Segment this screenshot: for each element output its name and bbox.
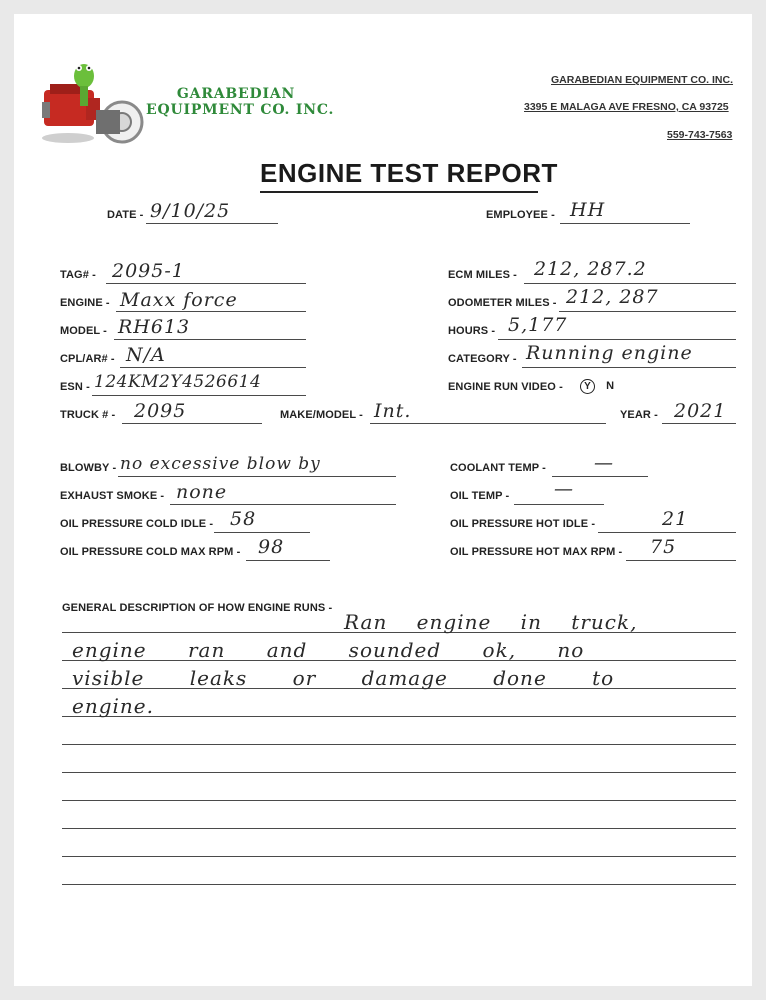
oil-pressure-hot-idle-value: 21	[662, 508, 689, 530]
description-line-7	[62, 800, 736, 801]
cpl-ar-line	[120, 367, 306, 368]
description-text-2: engine ran and sounded ok, no	[72, 638, 585, 662]
title-underline	[260, 191, 538, 193]
odometer-miles-line	[559, 311, 736, 312]
hours-value: 5,177	[508, 314, 568, 336]
engine-line	[116, 311, 306, 312]
make-model-value: Int.	[374, 400, 412, 422]
oil-temp-line	[514, 504, 604, 505]
exhaust-smoke-value: none	[176, 481, 228, 503]
hours-line	[498, 339, 736, 340]
year-label: YEAR -	[620, 409, 658, 421]
blowby-value: no excessive blow by	[120, 454, 321, 474]
blowby-line	[118, 476, 396, 477]
category-label: CATEGORY -	[448, 353, 517, 365]
video-yes-option: Y	[580, 379, 595, 394]
truck-line	[122, 423, 262, 424]
engine-label: ENGINE -	[60, 297, 110, 309]
description-text-3: visible leaks or damage done to	[72, 666, 615, 690]
oil-pressure-hot-max-rpm-value: 75	[650, 536, 677, 558]
category-line	[522, 367, 736, 368]
video-no-option: N	[606, 380, 615, 392]
ecm-miles-value: 212, 287.2	[534, 258, 647, 280]
ecm-miles-line	[524, 283, 736, 284]
description-text-4: engine.	[72, 694, 154, 718]
tag-label: TAG# -	[60, 269, 96, 281]
description-line-10	[62, 884, 736, 885]
engine-run-video-options	[580, 379, 614, 394]
oil-pressure-hot-max-rpm-line	[626, 560, 736, 561]
exhaust-smoke-line	[170, 504, 396, 505]
exhaust-smoke-label: EXHAUST SMOKE -	[60, 490, 165, 502]
description-line-4	[62, 716, 736, 717]
header-address: 3395 E MALAGA AVE FRESNO, CA 93725	[524, 101, 729, 113]
ecm-miles-label: ECM MILES -	[448, 269, 517, 281]
description-text-1: Ran engine in truck,	[344, 610, 638, 634]
oil-temp-value: —	[554, 478, 574, 500]
cpl-ar-value: N/A	[126, 344, 166, 366]
oil-pressure-cold-max-rpm-line	[246, 560, 330, 561]
odometer-miles-label: ODOMETER MILES -	[448, 297, 557, 309]
year-line	[662, 423, 736, 424]
coolant-temp-label: COOLANT TEMP -	[450, 462, 546, 474]
oil-pressure-cold-idle-label: OIL PRESSURE COLD IDLE -	[60, 518, 214, 530]
model-label: MODEL -	[60, 325, 107, 337]
esn-value: 124KM2Y4526614	[94, 372, 262, 392]
oil-pressure-cold-idle-value: 58	[230, 508, 257, 530]
blowby-label: BLOWBY -	[60, 462, 117, 474]
oil-pressure-hot-max-rpm-label: OIL PRESSURE HOT MAX RPM -	[450, 546, 623, 558]
esn-label: ESN -	[60, 381, 90, 393]
coolant-temp-value: —	[594, 452, 614, 474]
engine-value: Maxx force	[120, 289, 238, 311]
engine-run-video-label: ENGINE RUN VIDEO -	[448, 381, 563, 393]
cpl-ar-label: CPL/AR# -	[60, 353, 115, 365]
oil-pressure-hot-idle-label: OIL PRESSURE HOT IDLE -	[450, 518, 596, 530]
company-logo	[38, 56, 150, 148]
employee-value: HH	[570, 199, 606, 221]
description-line-9	[62, 856, 736, 857]
logo-name-line2: EQUIPMENT CO. INC.	[146, 102, 335, 118]
tag-value: 2095-1	[112, 260, 185, 282]
truck-label: TRUCK # -	[60, 409, 116, 421]
coolant-temp-line	[552, 476, 648, 477]
model-line	[114, 339, 306, 340]
date-value: 9/10/25	[150, 200, 231, 222]
oil-pressure-cold-idle-line	[214, 532, 310, 533]
logo-name-line1: GARABEDIAN	[176, 86, 296, 102]
year-value: 2021	[674, 400, 727, 422]
report-title: ENGINE TEST REPORT	[260, 158, 558, 188]
description-line-6	[62, 772, 736, 773]
date-line	[146, 223, 278, 224]
make-model-line	[370, 423, 606, 424]
logo-company-name	[146, 86, 335, 118]
description-line-8	[62, 828, 736, 829]
general-description-label: GENERAL DESCRIPTION OF HOW ENGINE RUNS -	[62, 602, 333, 614]
employee-line	[560, 223, 690, 224]
odometer-miles-value: 212, 287	[566, 286, 659, 308]
report-sheet	[14, 14, 752, 986]
tag-line	[106, 283, 306, 284]
truck-value: 2095	[134, 400, 187, 422]
hours-label: HOURS -	[448, 325, 496, 337]
employee-label: EMPLOYEE -	[486, 209, 555, 221]
oil-pressure-cold-max-rpm-value: 98	[258, 536, 285, 558]
description-line-5	[62, 744, 736, 745]
header-phone: 559-743-7563	[667, 129, 733, 141]
oil-pressure-hot-idle-line	[598, 532, 736, 533]
esn-line	[92, 395, 306, 396]
category-value: Running engine	[526, 342, 693, 364]
model-value: RH613	[118, 316, 191, 338]
oil-pressure-cold-max-rpm-label: OIL PRESSURE COLD MAX RPM -	[60, 546, 241, 558]
date-label: DATE -	[107, 209, 144, 221]
header-company-name: GARABEDIAN EQUIPMENT CO. INC.	[551, 74, 734, 86]
oil-temp-label: OIL TEMP -	[450, 490, 510, 502]
make-model-label: MAKE/MODEL -	[280, 409, 363, 421]
